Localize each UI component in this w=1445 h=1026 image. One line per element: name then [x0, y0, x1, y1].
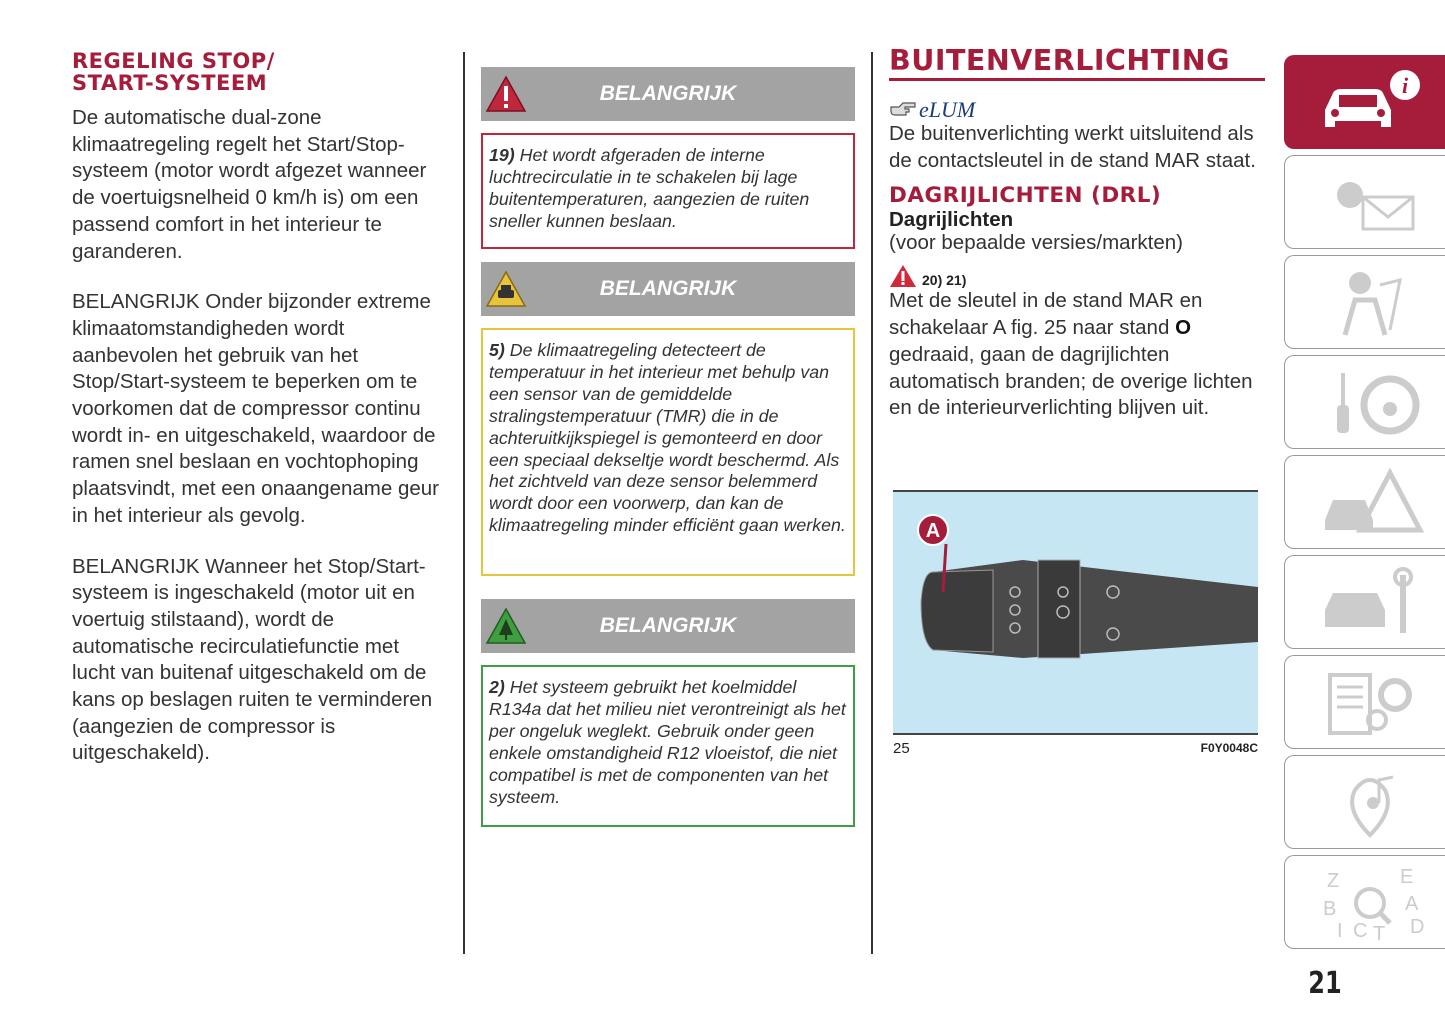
svg-text:i: i	[1401, 72, 1408, 98]
subsection-subtitle: Dagrijlichten	[889, 208, 1014, 232]
svg-text:Z: Z	[1326, 869, 1339, 892]
technical-data-icon	[1315, 665, 1425, 740]
maintenance-icon	[1315, 565, 1425, 640]
warning-lights-icon	[1315, 165, 1425, 240]
elum-label: eLUM	[919, 97, 976, 122]
warning-header	[481, 262, 855, 316]
light-switch-stalk-illustration	[893, 492, 1258, 735]
svg-text:C: C	[1352, 919, 1367, 940]
svg-text:E: E	[1399, 865, 1413, 888]
pointing-hand-icon	[889, 101, 919, 121]
warning-block	[481, 262, 855, 576]
note-text: De klimaatregeling detecteert de temperatuur in het interieur met behulp van een sensor van de gemiddelde stralingstemperatuur (TMR) die in de achteruitkijkspiegel is gemonteerd en door een speciaal dekseltje wordt beschermd. Als het zichtveld van deze sensor belemmerd wordt door een voorwerp, dan kan de klimaatregeling minder efficiënt gaan werken.	[489, 340, 846, 536]
svg-text:I: I	[1336, 919, 1343, 940]
warning-title: BELANGRIJK	[599, 82, 737, 105]
svg-text:B: B	[1322, 897, 1336, 920]
section-title	[72, 50, 447, 94]
elum-reference	[889, 95, 1267, 121]
car-warning-triangle-icon	[485, 270, 527, 308]
tab-maintenance[interactable]	[1284, 555, 1445, 649]
section-title: BUITENVERLICHTING	[889, 45, 1265, 81]
subsection-note: (voor bepaalde versies/markten)	[889, 231, 1183, 255]
figure-25	[893, 490, 1258, 735]
warning-block	[481, 67, 855, 249]
danger-triangle-icon	[889, 264, 917, 288]
paragraph: BELANGRIJK Onder bijzonder extreme klimaatomstandigheden wordt aanbevolen het gebruik van het Stop/Start-systeem te beperken om te voorkomen dat de compressor continu wordt in- en uitgeschakeld, waardoor de ramen snel beslaan en vochtophoping plaatsvindt, met een onaangename geur in het interieur als gevolg.	[72, 290, 439, 527]
warning-title: BELANGRIJK	[599, 614, 737, 637]
note-number: 5)	[489, 340, 505, 360]
column-divider	[463, 52, 465, 954]
column-divider	[871, 52, 873, 954]
environment-tree-icon	[485, 607, 527, 645]
note-number: 2)	[489, 677, 505, 697]
warning-header	[481, 67, 855, 121]
paragraph: De automatische dual-zone klimaatregeling regelt het Start/Stop-systeem (motor wordt afgezet wanneer de voertuigsnelheid 0 km/h is) om een passend comfort in het interieur te garanderen.	[72, 106, 427, 263]
callout-a: A	[925, 520, 941, 542]
tab-starting-driving[interactable]	[1284, 355, 1445, 449]
emergency-icon	[1315, 465, 1425, 540]
tab-index[interactable]	[1284, 855, 1445, 949]
text: Met de sleutel in de stand MAR en schakelaar A fig. 25 naar stand	[889, 289, 1203, 340]
warning-header	[481, 599, 855, 653]
danger-triangle-icon	[485, 75, 527, 113]
paragraph: BELANGRIJK Wanneer het Stop/Start-systeem is ingeschakeld (motor uit en voertuig stilstaand), wordt de automatische recirculatiefunctie met lucht van buitenaf uitgeschakeld om de kans op beslagen ruiten te verminderen (aangezien de compressor is uitgeschakeld).	[72, 554, 433, 765]
warning-box	[481, 665, 855, 827]
paragraph	[889, 288, 1267, 422]
tab-emergency[interactable]	[1284, 455, 1445, 549]
note-refs: 20) 21)	[922, 272, 967, 289]
multimedia-icon	[1315, 765, 1425, 840]
tab-multimedia[interactable]	[1284, 755, 1445, 849]
svg-text:D: D	[1409, 915, 1424, 938]
subsection-title: DAGRIJLICHTEN (DRL)	[889, 183, 1162, 209]
warning-box	[481, 133, 855, 249]
tab-car-info[interactable]	[1284, 55, 1445, 149]
tab-technical-data[interactable]	[1284, 655, 1445, 749]
index-icon	[1315, 865, 1425, 940]
note-text: Het wordt afgeraden de interne luchtrecirculatie in te schakelen bij lage buitentemperaturen, aangezien de ruiten sneller kunnen beslaan.	[489, 145, 810, 231]
svg-text:T: T	[1372, 922, 1385, 940]
paragraph: De buitenverlichting werkt uitsluitend als de contactsleutel in de stand MAR staat.	[889, 122, 1256, 172]
warning-block	[481, 599, 855, 827]
title-line: REGELING STOP/	[72, 49, 275, 73]
car-info-icon	[1315, 65, 1425, 140]
title-line: START-SYSTEEM	[72, 71, 268, 95]
position-o: O	[1175, 316, 1192, 340]
warning-box	[481, 328, 855, 576]
note-number: 19)	[489, 145, 515, 165]
safety-seatbelt-icon	[1315, 265, 1425, 340]
figure-code: F0Y0048C	[1200, 741, 1258, 755]
note-text: Het systeem gebruikt het koelmiddel R134a dat het milieu niet verontreinigt als het per ongeluk weglekt. Gebruik onder geen enkele omstandigheid R12 vloeistof, die niet compatibel is met de componenten van het systeem.	[489, 677, 846, 807]
column-1	[72, 50, 447, 767]
references	[889, 262, 1267, 288]
tab-warning-lights[interactable]	[1284, 155, 1445, 249]
text: gedraaid, gaan de dagrijlichten automatisch branden; de overige lichten en de interieurverlichting blijven uit.	[889, 342, 1253, 420]
page-number: 21	[1308, 966, 1342, 1001]
column-3	[889, 45, 1267, 422]
figure-number: 25	[893, 740, 910, 757]
warning-title: BELANGRIJK	[599, 277, 737, 300]
svg-text:A: A	[1404, 892, 1418, 915]
key-steering-icon	[1315, 365, 1425, 440]
tab-safety[interactable]	[1284, 255, 1445, 349]
